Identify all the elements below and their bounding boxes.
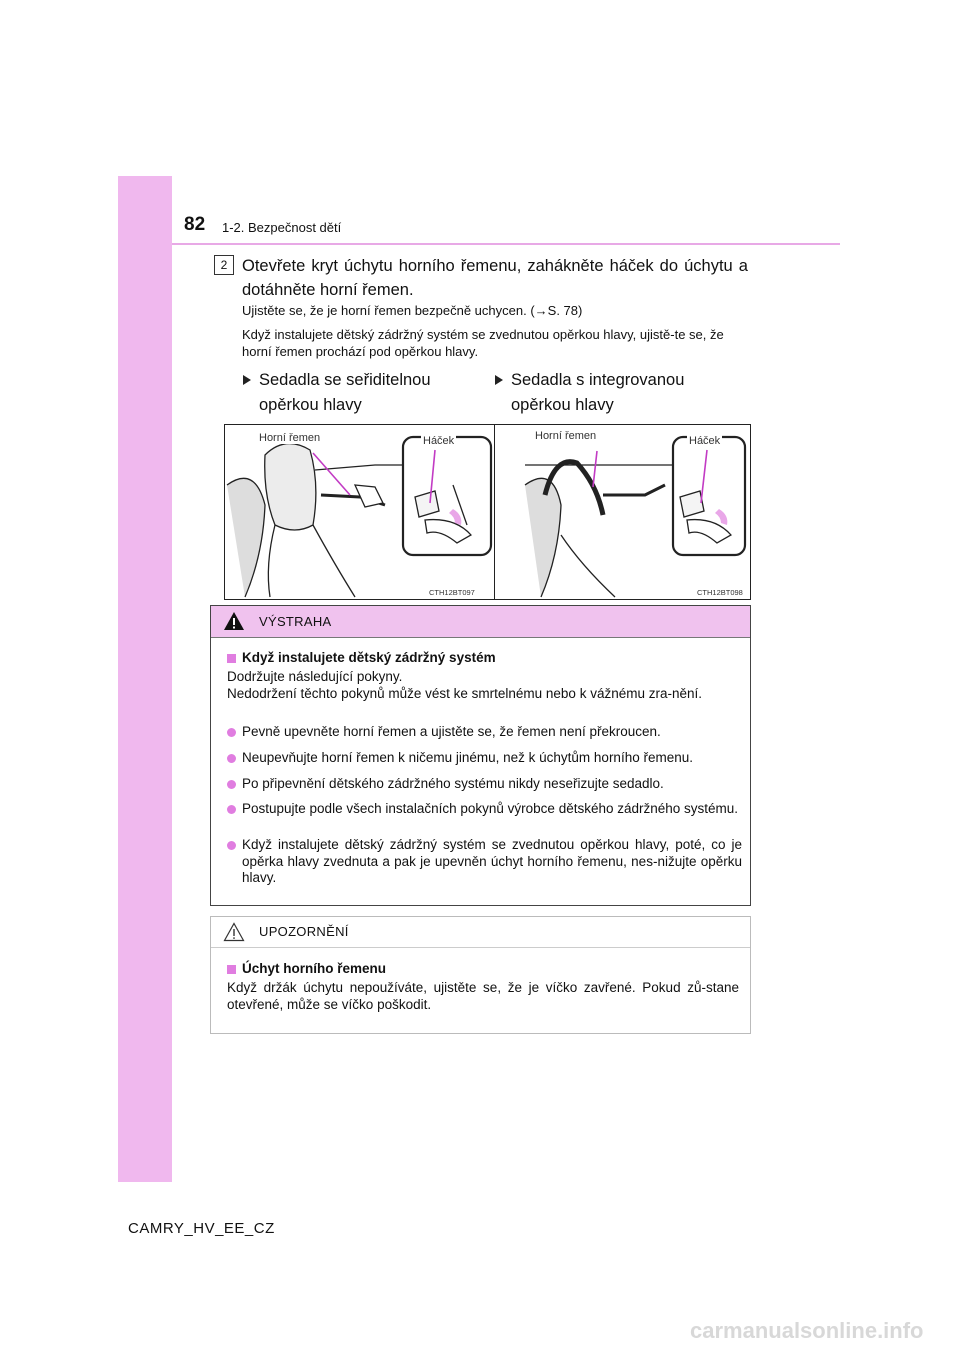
caution-title: UPOZORNĚNÍ [259, 924, 349, 939]
warning-box [210, 605, 751, 906]
warning-header [211, 606, 750, 638]
caution-text: Když držák úchytu nepoužíváte, ujistěte se, že je víčko zavřené. Pokud zů-stane otevřené, může se víčko poškodit. [227, 980, 739, 1012]
label-hook-left: Háček [423, 435, 455, 447]
triangle-bullet-icon [243, 375, 251, 385]
warning-item-5: Když instalujete dětský zádržný systém se zvednutou opěrkou hlavy, poté, co je opěrka hlavy zvednuta a pak je upevněn úchyt horního řemenu, nes-nižujte opěrku hlavy. [242, 837, 742, 885]
square-bullet-icon [227, 654, 236, 663]
step-number-box: 2 [214, 255, 234, 275]
watermark: carmanualsonline.info [690, 1318, 924, 1343]
model-code: CAMRY_HV_EE_CZ [128, 1220, 275, 1237]
caution-header [211, 917, 750, 948]
warning-intro-2: Nedodržení těchto pokynů může vést ke smrtelnému nebo k vážnému zra-nění. [227, 686, 702, 701]
figure-code-right: CTH12BT098 [697, 588, 743, 597]
step-instruction: Otevřete kryt úchytu horního řemenu, zahákněte háček do úchytu a dotáhněte horní řemen. [242, 257, 748, 299]
warning-heading: Když instalujete dětský zádržný systém [242, 650, 496, 665]
variant-label: Sedadla se seřiditelnou opěrkou hlavy [259, 371, 431, 414]
step-note-2: Když instalujete dětský zádržný systém se zvednutou opěrkou hlavy, ujistě-te se, že horní řemen prochází pod opěrkou hlavy. [242, 327, 724, 359]
warning-triangle-icon [223, 611, 245, 631]
page-number: 82 [184, 214, 206, 235]
round-bullet-icon [227, 805, 236, 814]
triangle-bullet-icon [495, 375, 503, 385]
seat-illustration [225, 425, 750, 599]
step-note-1: Ujistěte se, že je horní řemen bezpečně uchycen. (→S. 78) [242, 303, 583, 318]
warning-item-2: Neupevňujte horní řemen k ničemu jinému, než k úchytům horního řemenu. [242, 750, 693, 765]
warning-title: VÝSTRAHA [259, 614, 332, 629]
side-color-band [118, 176, 172, 1182]
variant-label: Sedadla s integrovanou opěrkou hlavy [511, 371, 685, 414]
round-bullet-icon [227, 780, 236, 789]
round-bullet-icon [227, 841, 236, 850]
caution-triangle-icon [223, 922, 245, 942]
caution-heading: Úchyt horního řemenu [242, 961, 387, 976]
square-bullet-icon [227, 965, 236, 974]
warning-item-1: Pevně upevněte horní řemen a ujistěte se, že řemen není překroucen. [242, 724, 661, 739]
round-bullet-icon [227, 728, 236, 737]
round-bullet-icon [227, 754, 236, 763]
illustration-panel [224, 424, 751, 600]
warning-item-4: Postupujte podle všech instalačních pokynů výrobce dětského zádržného systému. [242, 801, 739, 816]
warning-item-3: Po připevnění dětského zádržného systému nikdy neseřizujte sedadlo. [242, 776, 664, 791]
figure-divider [494, 425, 495, 599]
figure-code-left: CTH12BT097 [429, 588, 475, 597]
section-title: 1-2. Bezpečnost dětí [222, 220, 342, 235]
header-divider [172, 243, 840, 245]
label-top-strap-left: Horní řemen [259, 432, 321, 444]
caution-box [210, 916, 751, 1034]
label-top-strap-right: Horní řemen [535, 430, 597, 442]
warning-intro-1: Dodržujte následující pokyny. [227, 669, 403, 684]
label-hook-right: Háček [689, 435, 721, 447]
